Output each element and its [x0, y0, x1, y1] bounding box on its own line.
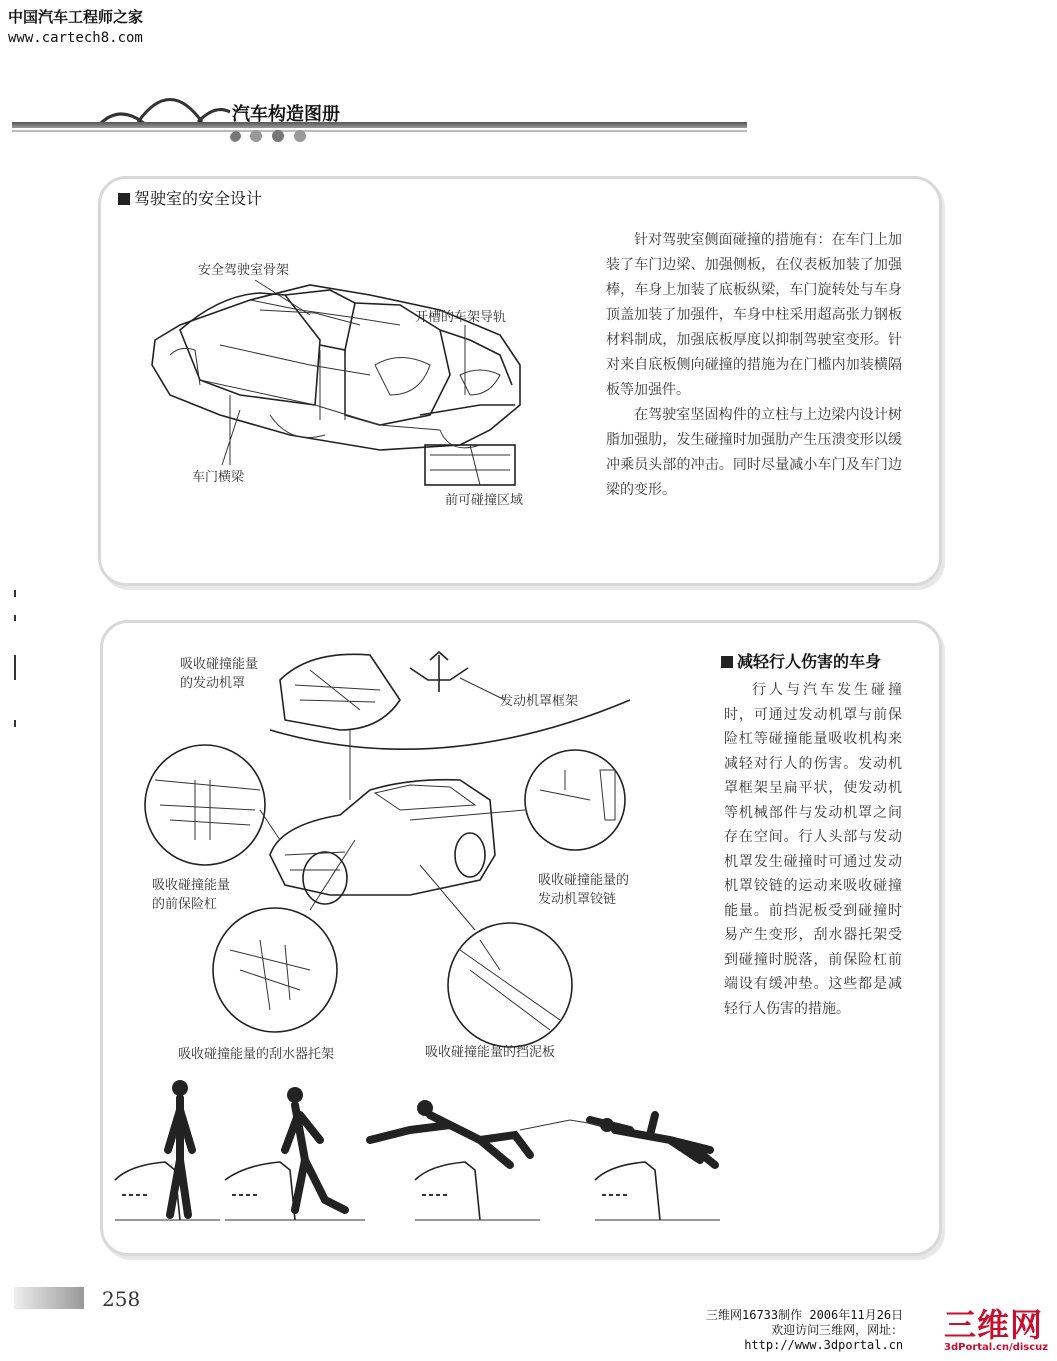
- section-bullet: [118, 193, 130, 205]
- margin-marks: [10, 585, 20, 735]
- site-logo: [944, 1308, 1052, 1360]
- watermark-url: www.cartech8.com: [8, 30, 143, 46]
- impact-frame-1: [115, 1080, 220, 1220]
- impact-frame-2: [225, 1087, 365, 1220]
- label-slotted-rail: 开槽的车架导轨: [415, 310, 507, 325]
- pedestrian-safety-text: [724, 678, 902, 1021]
- label-energy-fender: 吸收碰撞能量的挡泥板: [425, 1045, 556, 1060]
- pedestrian-safety-title-text: 减轻行人伤害的车身: [737, 652, 882, 671]
- logo-text: 三维网: [944, 1306, 1044, 1344]
- label-hood-frame: 发动机罩框架: [500, 694, 579, 709]
- cabin-paragraph-1: 针对驾驶室侧面碰撞的措施有：在车门上加装了车门边梁、加强侧板，在仪表板加装了加强棒，车身上加装了底板纵梁，车门旋转处与车身顶盖加装了加强件，车身中柱采用超高张力钢板材料制成，加强底板厚度以抑制驾驶室变形。针对来自底板侧向碰撞的措施为在门槛内加装横隔板等加强件。: [606, 232, 902, 398]
- header-arcs-decoration: [90, 82, 240, 142]
- cabin-safety-title-text: 驾驶室的安全设计: [134, 189, 263, 208]
- cabin-paragraph-2: 在驾驶室坚固构件的立柱与上边梁内设计树脂加强肋，发生碰撞时加强肋产生压溃变形以缓冲乘员头部的冲击。同时尽量减小车门及车门边梁的变形。: [606, 407, 902, 498]
- page-number-bar: [14, 1287, 84, 1309]
- page-number: 258: [102, 1287, 141, 1311]
- section-bullet: [721, 656, 733, 668]
- label-door-beam: 车门横梁: [192, 470, 245, 485]
- footer-line-1: 三维网16733制作 2006年11月26日: [706, 1308, 904, 1322]
- cabin-safety-title: [118, 186, 262, 209]
- book-title: 汽车构造图册: [232, 104, 340, 125]
- footer-line-3: http://www.3dportal.cn: [744, 1338, 904, 1352]
- label-energy-hood: 吸收碰撞能量 的发动机罩: [180, 657, 259, 691]
- label-energy-wiper: 吸收碰撞能量的刮水器托架: [178, 1047, 335, 1062]
- header-rule: [12, 122, 747, 128]
- impact-sequence-illustration: [110, 1070, 730, 1235]
- pedestrian-safety-title: [721, 649, 881, 672]
- impact-frame-3: [370, 1100, 540, 1220]
- logo-subtext: 3dPortal.cn/discuz: [944, 1342, 1049, 1353]
- label-crush-zone: 前可碰撞区域: [445, 493, 524, 508]
- impact-frame-4: [520, 1115, 720, 1220]
- pedestrian-paragraph-1: 行人与汽车发生碰撞时，可通过发动机罩与前保险杠等碰撞能量吸收机构来减轻对行人的伤害。发动机罩框架呈扁平状，使发动机等机械部件与发动机罩之间存在空间。行人头部与发动机罩发生碰撞时可通过发动机罩铰链的运动来吸收碰撞能量。前挡泥板受到碰撞时易产生变形，刮水器托架受到碰撞时脱落，前保险杠前端设有缓冲垫。这些都是减轻行人伤害的措施。: [724, 682, 902, 1017]
- header-dots-decoration: [228, 128, 318, 144]
- label-energy-hinge: 吸收碰撞能量的 发动机罩铰链: [538, 873, 630, 907]
- footer-credits: [706, 1308, 903, 1353]
- footer-line-2: 欢迎访问三维网，网址：: [771, 1323, 904, 1337]
- cabin-safety-text: [606, 228, 902, 503]
- header-rule-thin: [12, 130, 747, 132]
- label-safety-frame: 安全驾驶室骨架: [198, 263, 290, 278]
- watermark-title: 中国汽车工程师之家: [8, 8, 144, 26]
- label-energy-bumper: 吸收碰撞能量 的前保险杠: [152, 878, 231, 912]
